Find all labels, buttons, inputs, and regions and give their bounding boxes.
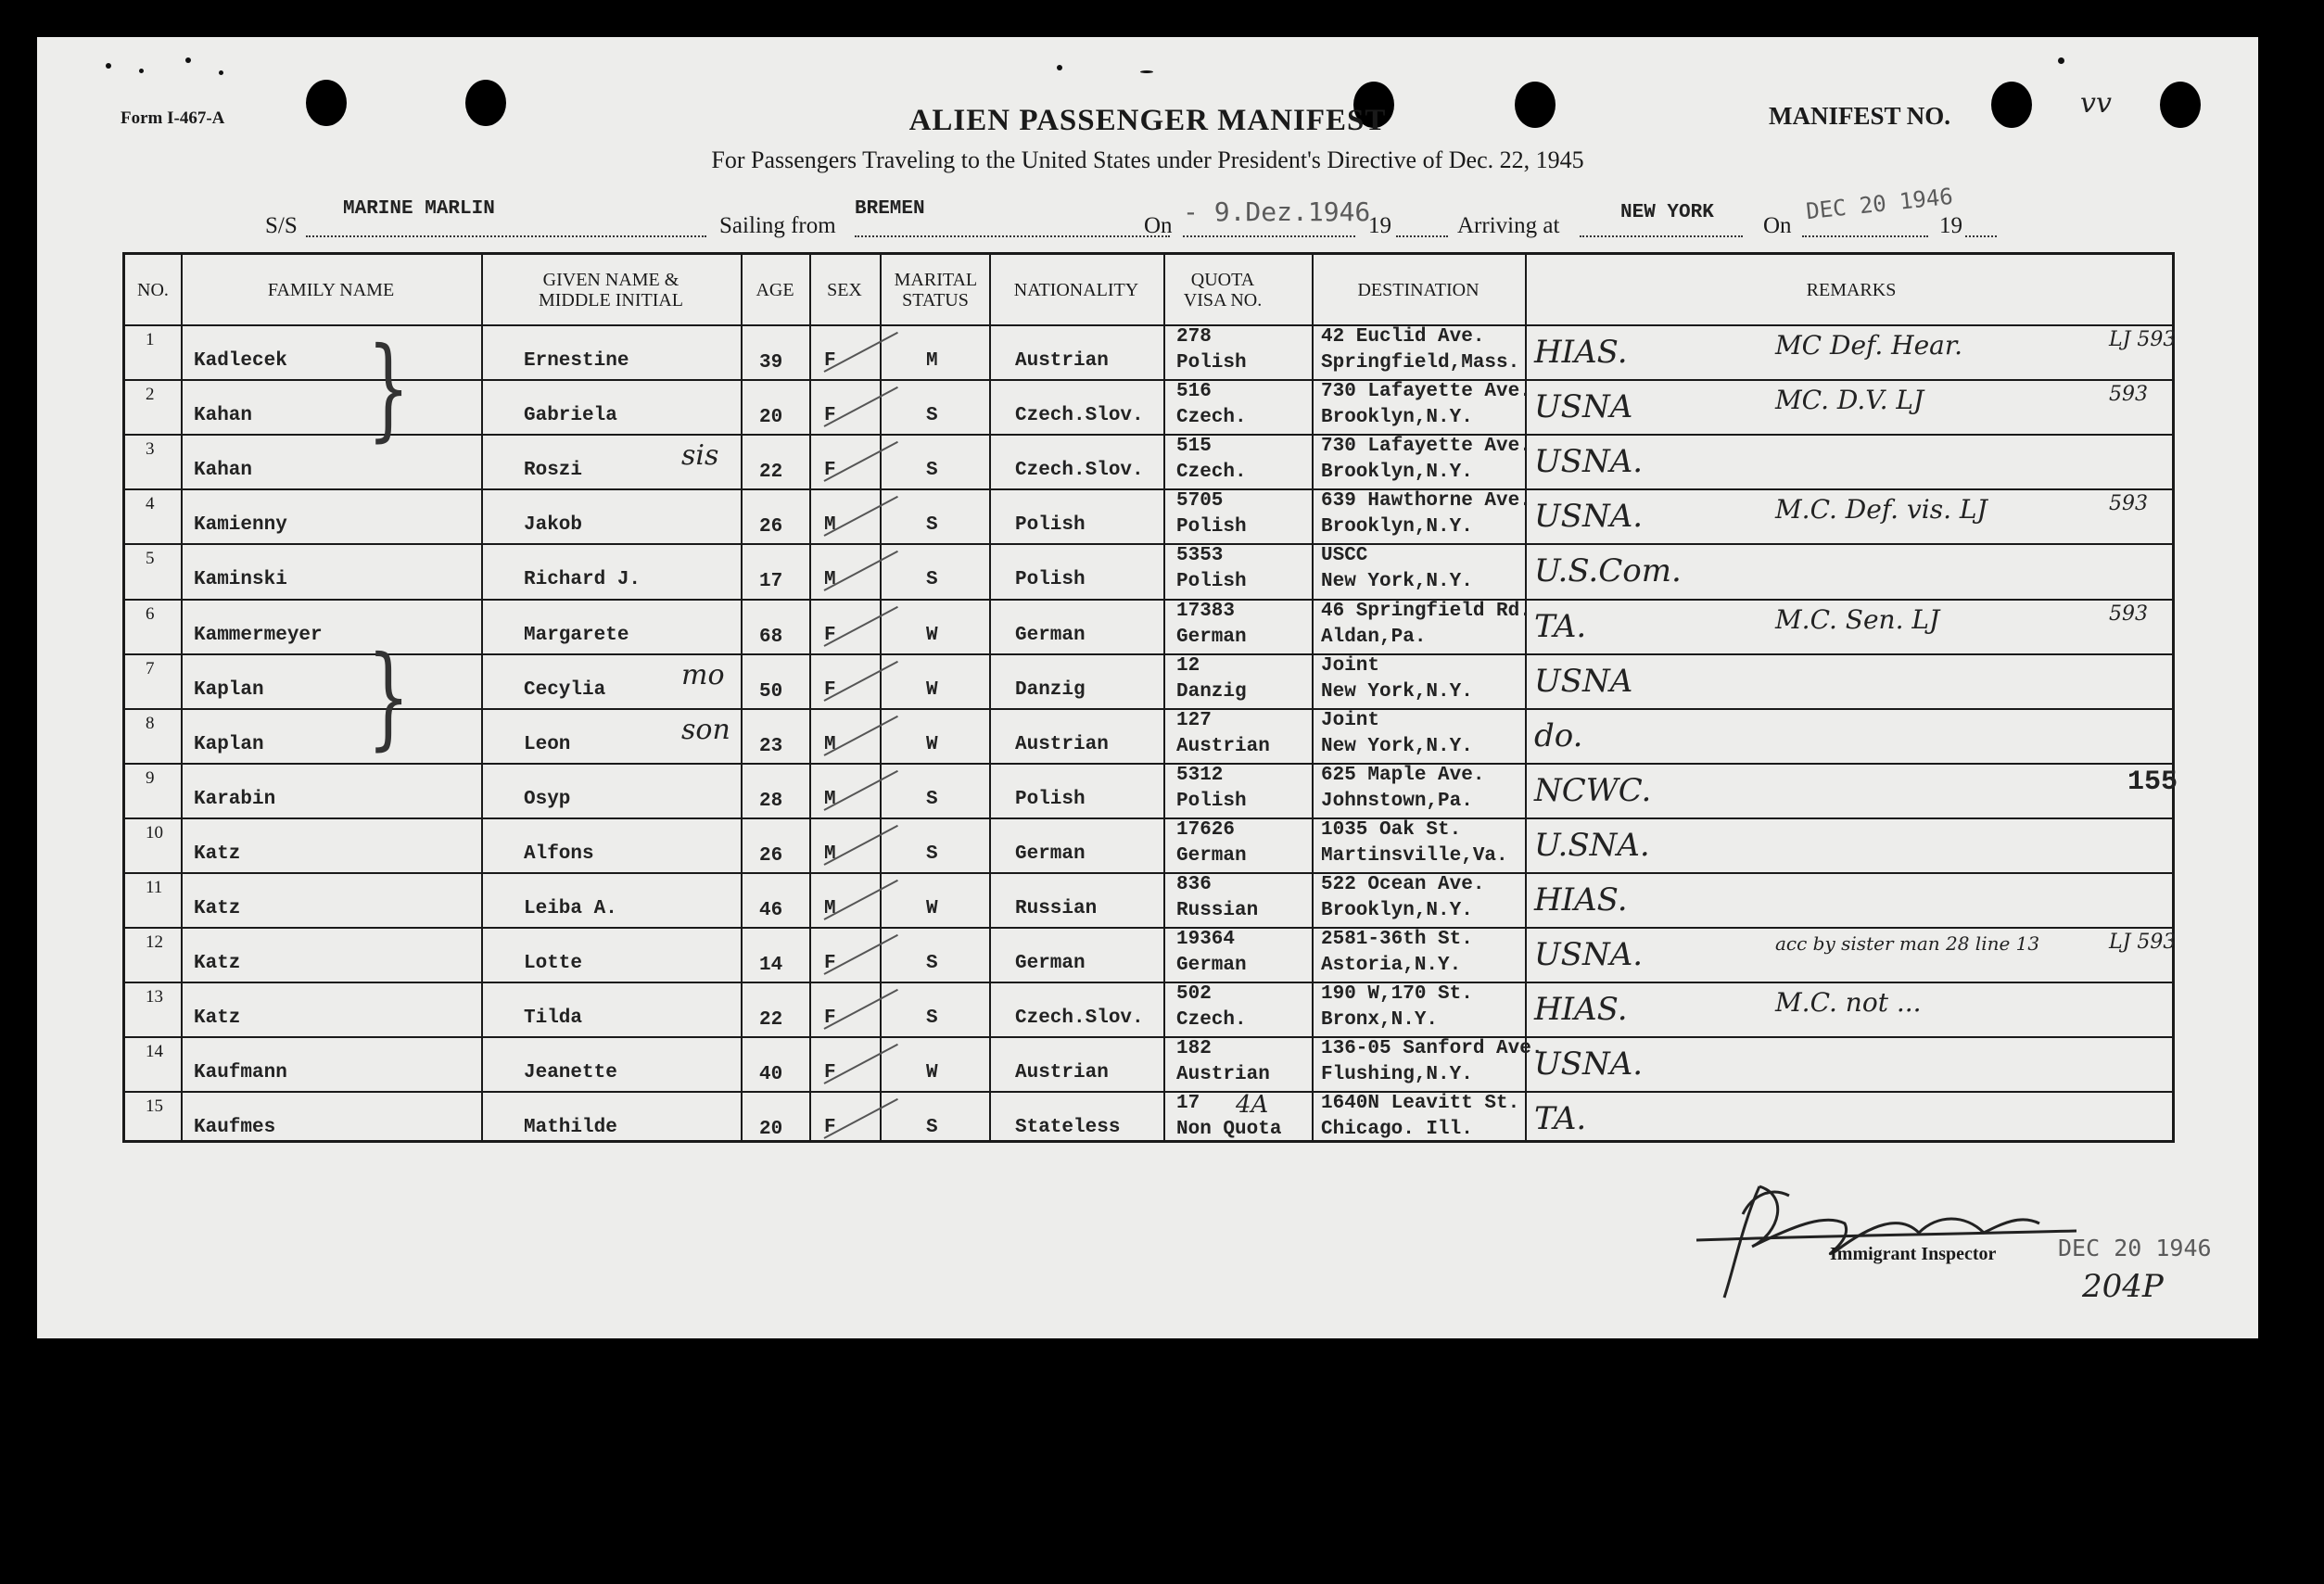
destination-city: Aldan,Pa.	[1321, 626, 1427, 648]
inspector-label: Immigrant Inspector	[1830, 1244, 1997, 1264]
speck	[1140, 70, 1153, 73]
destination-city: Brooklyn,N.Y.	[1321, 462, 1473, 484]
age: 17	[759, 571, 783, 593]
quota-country: Polish	[1176, 516, 1247, 539]
destination-city: Bronx,N.Y.	[1321, 1009, 1439, 1032]
given-name: Leiba A.	[524, 898, 617, 919]
given-name: Cecylia	[524, 678, 606, 701]
nationality: Polish	[1015, 514, 1086, 537]
nationality: Austrian	[1015, 1062, 1109, 1084]
given-name: Gabriela	[524, 405, 617, 427]
sail-date-stamp: - 9.Dez.1946	[1183, 196, 1371, 227]
table-row	[125, 653, 2172, 708]
manifest-no-label: MANIFEST NO.	[1769, 102, 1951, 130]
row-divider	[125, 817, 2172, 819]
given-name-note: mo	[681, 658, 725, 691]
footer-handwritten-no: 204P	[2082, 1268, 2164, 1305]
row-divider	[125, 543, 2172, 545]
destination-street: 136-05 Sanford Ave.	[1321, 1038, 1543, 1060]
sex: M	[824, 898, 836, 919]
remark-note: M.C. Sen. LJ	[1775, 603, 1940, 635]
header-quota-visa: QUOTA VISA NO.	[1183, 269, 1263, 310]
marital-status: S	[926, 1007, 938, 1030]
remark-note: M.C. Def. vis. LJ	[1775, 494, 1987, 526]
given-name: Leon	[524, 733, 571, 755]
destination-street: 522 Ocean Ave.	[1321, 874, 1485, 895]
family-name: Kaufmann	[194, 1062, 287, 1084]
sex: M	[824, 514, 836, 537]
quota-visa-number: 516	[1176, 381, 1212, 403]
year-underline	[1396, 235, 1448, 237]
quota-visa-number: 17383	[1176, 600, 1236, 622]
table-row	[125, 434, 2172, 488]
quota-country: Danzig	[1176, 680, 1247, 703]
nationality: Danzig	[1015, 678, 1086, 701]
given-name: Mathilde	[524, 1117, 617, 1139]
marital-status: S	[926, 514, 938, 537]
given-name: Tilda	[524, 1007, 583, 1030]
marital-status: S	[926, 460, 938, 482]
marital-status: S	[926, 843, 938, 865]
row-number: 4	[146, 494, 155, 514]
quota-country: Non Quota	[1176, 1119, 1282, 1141]
speck	[106, 63, 111, 69]
destination-city: New York,N.Y.	[1321, 680, 1473, 703]
destination-city: Astoria,N.Y.	[1321, 955, 1462, 977]
destination-city: Springfield,Mass.	[1321, 352, 1520, 374]
nationality: Czech.Slov.	[1015, 405, 1144, 427]
family-name: Kahan	[194, 405, 253, 427]
destination-street: 190 W,170 St.	[1321, 983, 1473, 1006]
row-divider	[125, 872, 2172, 874]
row-divider	[125, 653, 2172, 655]
header-given-name: GIVEN NAME & MIDDLE INITIAL	[538, 269, 684, 310]
age: 22	[759, 1009, 783, 1032]
manifest-no-mark: vv	[2080, 87, 2112, 120]
marital-status: M	[926, 350, 938, 372]
remark-note: MC. D.V. LJ	[1775, 385, 1924, 416]
quota-visa-number: 182	[1176, 1038, 1212, 1060]
row-number: 10	[146, 822, 163, 843]
family-name: Karabin	[194, 788, 276, 810]
quota-country: Czech.	[1176, 1009, 1247, 1032]
nationality: German	[1015, 624, 1086, 646]
marital-status: W	[926, 733, 938, 755]
family-name: Katz	[194, 843, 241, 865]
destination-street: USCC	[1321, 545, 1368, 567]
quota-visa-number: 5312	[1176, 764, 1224, 786]
marital-status: S	[926, 405, 938, 427]
row-number: 8	[146, 713, 155, 733]
arrival-underline	[1580, 235, 1743, 237]
table-row	[125, 543, 2172, 598]
date-underline	[1183, 235, 1355, 237]
destination-city: Johnstown,Pa.	[1321, 790, 1473, 812]
age: 40	[759, 1064, 783, 1086]
nationality: Austrian	[1015, 733, 1109, 755]
margin-note: LJ 593	[2109, 328, 2177, 351]
arrival-port: NEW YORK	[1620, 202, 1714, 223]
nationality: Polish	[1015, 569, 1086, 591]
marital-status: W	[926, 898, 938, 919]
given-name-note: son	[681, 713, 730, 746]
given-name: Roszi	[524, 460, 583, 482]
quota-visa-number: 12	[1176, 654, 1200, 677]
sex: F	[824, 678, 836, 701]
agency-remark: do.	[1534, 716, 1583, 754]
quota-country: Russian	[1176, 900, 1259, 921]
quota-country: German	[1176, 626, 1247, 648]
marital-status: S	[926, 953, 938, 975]
on-label: On	[1144, 213, 1173, 238]
age: 39	[759, 352, 783, 374]
speck	[1057, 65, 1062, 70]
speck	[185, 57, 191, 63]
on2-label: On	[1763, 213, 1792, 238]
sex: F	[824, 350, 836, 372]
arriving-label: Arriving at	[1457, 213, 1560, 238]
destination-street: 1640N Leavitt St.	[1321, 1093, 1520, 1115]
year-suffix2: 19	[1939, 213, 1962, 238]
family-name: Kahan	[194, 460, 253, 482]
sex: M	[824, 733, 836, 755]
sailing-label: Sailing from	[719, 213, 836, 238]
nationality: Russian	[1015, 898, 1098, 919]
agency-remark: NCWC.	[1534, 771, 1652, 809]
quota-visa-number: 515	[1176, 436, 1212, 458]
ship-underline	[306, 235, 706, 237]
row-divider	[125, 982, 2172, 983]
family-name: Kaplan	[194, 733, 264, 755]
given-name: Lotte	[524, 953, 583, 975]
quota-country: Polish	[1176, 571, 1247, 593]
margin-note: LJ 593	[2109, 931, 2177, 955]
age: 22	[759, 462, 783, 484]
footer-stamp-date: DEC 20 1946	[2058, 1235, 2212, 1261]
marital-status: W	[926, 624, 938, 646]
quota-visa-number: 19364	[1176, 929, 1236, 951]
family-name: Katz	[194, 1007, 241, 1030]
destination-city: New York,N.Y.	[1321, 735, 1473, 757]
family-name: Kadlecek	[194, 350, 287, 372]
marital-status: S	[926, 1117, 938, 1139]
header-family-name: FAMILY NAME	[267, 279, 395, 300]
age: 20	[759, 407, 783, 429]
row-divider	[125, 379, 2172, 381]
row-divider	[125, 1036, 2172, 1038]
nationality: Austrian	[1015, 350, 1109, 372]
row-number: 1	[146, 330, 155, 349]
row-divider	[125, 763, 2172, 765]
ship-name: MARINE MARLIN	[343, 198, 495, 220]
agency-remark: USNA.	[1534, 443, 1644, 481]
page-subtitle: For Passengers Traveling to the United States under President's Directive of Dec. 22, 1945	[711, 146, 1584, 173]
family-name: Katz	[194, 953, 241, 975]
row-number: 2	[146, 385, 155, 405]
manifest-document	[37, 37, 2258, 1338]
row-number: 11	[146, 878, 163, 897]
quota-visa-number: 502	[1176, 983, 1212, 1006]
agency-remark: USNA	[1534, 388, 1633, 426]
ss-label: S/S	[265, 213, 298, 238]
remark-note: acc by sister man 28 line 13	[1775, 932, 2040, 956]
row-number: 14	[146, 1042, 163, 1062]
passenger-table	[122, 252, 2178, 1143]
marital-status: S	[926, 569, 938, 591]
sex: M	[824, 843, 836, 865]
quota-country: Polish	[1176, 352, 1247, 374]
header-nationality: NATIONALITY	[1013, 279, 1139, 300]
remark-note: 155	[2127, 766, 2178, 798]
sex: F	[824, 953, 836, 975]
marital-status: W	[926, 678, 938, 701]
destination-street: 2581-36th St.	[1321, 929, 1473, 951]
given-name: Richard J.	[524, 569, 641, 591]
agency-remark: USNA.	[1534, 1045, 1644, 1083]
table-row	[125, 982, 2172, 1036]
agency-remark: USNA.	[1534, 936, 1644, 974]
family-brace: }	[367, 633, 411, 762]
destination-city: Brooklyn,N.Y.	[1321, 900, 1473, 921]
destination-street: 42 Euclid Ave.	[1321, 326, 1485, 348]
sex: M	[824, 788, 836, 810]
quota-country: German	[1176, 955, 1247, 977]
given-name: Jakob	[524, 514, 583, 537]
quota-country: Austrian	[1176, 1064, 1270, 1086]
age: 26	[759, 844, 783, 867]
table-row	[125, 488, 2172, 543]
family-name: Kaminski	[194, 569, 287, 591]
row-number: 9	[146, 767, 155, 788]
speck	[219, 70, 223, 75]
family-brace: }	[367, 324, 411, 453]
agency-remark: TA.	[1534, 1100, 1587, 1138]
margin-note: 593	[2109, 492, 2148, 516]
sex: F	[824, 1062, 836, 1084]
quota-visa-number: 5353	[1176, 545, 1224, 567]
year2-underline	[1965, 235, 1997, 237]
age: 28	[759, 790, 783, 812]
remark-note: MC Def. Hear.	[1775, 330, 1963, 361]
sex: F	[824, 624, 836, 646]
family-name: Kaufmes	[194, 1117, 276, 1139]
table-row	[125, 872, 2172, 927]
speck	[2058, 57, 2064, 64]
quota-country: Czech.	[1176, 462, 1247, 484]
header-destination: DESTINATION	[1357, 279, 1479, 300]
quota-visa-number: 17	[1176, 1093, 1200, 1115]
quota-visa-note: 4A	[1236, 1091, 1269, 1120]
given-name-note: sis	[681, 439, 719, 473]
sex: F	[824, 1117, 836, 1139]
destination-street: 730 Lafayette Ave.	[1321, 381, 1531, 403]
table-row	[125, 379, 2172, 434]
nationality: Czech.Slov.	[1015, 1007, 1144, 1030]
row-divider	[125, 434, 2172, 436]
table-row	[125, 817, 2172, 872]
page-title: ALIEN PASSENGER MANIFEST	[908, 104, 1387, 137]
given-name: Osyp	[524, 788, 571, 810]
speck	[139, 69, 144, 73]
inspector-signature	[1687, 1159, 2095, 1307]
quota-visa-number: 127	[1176, 709, 1212, 731]
marital-status: W	[926, 1062, 938, 1084]
age: 23	[759, 735, 783, 757]
header-marital-status: MARITAL STATUS	[894, 269, 978, 310]
age: 68	[759, 626, 783, 648]
age: 20	[759, 1119, 783, 1141]
table-row	[125, 1036, 2172, 1091]
margin-note: 593	[2109, 602, 2148, 626]
quota-country: German	[1176, 844, 1247, 867]
row-divider	[125, 488, 2172, 490]
table-row	[125, 708, 2172, 763]
arrival-date-stamp: DEC 20 1946	[1804, 183, 1954, 225]
quota-visa-number: 5705	[1176, 490, 1224, 513]
quota-visa-number: 17626	[1176, 818, 1236, 841]
given-name: Ernestine	[524, 350, 629, 372]
sailing-port: BREMEN	[855, 198, 925, 220]
quota-country: Polish	[1176, 790, 1247, 812]
row-number: 12	[146, 932, 163, 953]
header-no: NO.	[137, 279, 169, 300]
sex: F	[824, 460, 836, 482]
marital-status: S	[926, 788, 938, 810]
family-name: Kammermeyer	[194, 624, 323, 646]
destination-street: Joint	[1321, 654, 1380, 677]
given-name: Margarete	[524, 624, 629, 646]
port-underline	[855, 235, 1170, 237]
header-age: AGE	[756, 279, 794, 300]
header-remarks: REMARKS	[1806, 279, 1897, 300]
row-divider	[125, 599, 2172, 601]
remark-note: M.C. not ...	[1775, 987, 1922, 1019]
family-name: Kamienny	[194, 514, 287, 537]
agency-remark: USNA	[1534, 662, 1633, 700]
row-number: 5	[146, 549, 155, 569]
nationality: Czech.Slov.	[1015, 460, 1144, 482]
nationality: German	[1015, 953, 1086, 975]
age: 46	[759, 900, 783, 921]
row-divider	[125, 708, 2172, 710]
destination-street: Joint	[1321, 709, 1380, 731]
age: 26	[759, 516, 783, 539]
arrival-date-underline	[1802, 235, 1928, 237]
destination-city: Brooklyn,N.Y.	[1321, 407, 1473, 429]
row-number: 13	[146, 987, 163, 1007]
agency-remark: U.SNA.	[1534, 826, 1650, 864]
quota-country: Czech.	[1176, 407, 1247, 429]
destination-street: 625 Maple Ave.	[1321, 764, 1485, 786]
table-row	[125, 927, 2177, 982]
destination-street: 46 Springfield Rd.	[1321, 600, 1531, 622]
row-divider	[125, 927, 2172, 929]
table-row	[125, 599, 2172, 653]
destination-street: 730 Lafayette Ave.	[1321, 436, 1531, 458]
given-name: Jeanette	[524, 1062, 617, 1084]
row-number: 15	[146, 1096, 163, 1117]
family-name: Katz	[194, 898, 241, 919]
sex: F	[824, 1007, 836, 1030]
nationality: Stateless	[1015, 1117, 1121, 1139]
nationality: Polish	[1015, 788, 1086, 810]
agency-remark: HIAS.	[1534, 881, 1628, 919]
destination-city: Martinsville,Va.	[1321, 844, 1508, 867]
nationality: German	[1015, 843, 1086, 865]
family-name: Kaplan	[194, 678, 264, 701]
destination-street: 639 Hawthorne Ave.	[1321, 490, 1531, 513]
row-divider	[125, 1091, 2172, 1093]
row-number: 3	[146, 439, 155, 460]
agency-remark: USNA.	[1534, 498, 1644, 536]
form-number: Form I-467-A	[121, 108, 225, 128]
row-number: 7	[146, 658, 155, 678]
destination-city: New York,N.Y.	[1321, 571, 1473, 593]
destination-street: 1035 Oak St.	[1321, 818, 1462, 841]
age: 14	[759, 955, 783, 977]
sex: F	[824, 405, 836, 427]
quota-visa-number: 836	[1176, 874, 1212, 895]
row-divider	[125, 324, 2172, 326]
agency-remark: TA.	[1534, 607, 1587, 645]
margin-note: 593	[2109, 383, 2148, 407]
table-row	[125, 324, 2177, 379]
row-number: 6	[146, 603, 155, 624]
destination-city: Flushing,N.Y.	[1321, 1064, 1473, 1086]
destination-city: Brooklyn,N.Y.	[1321, 516, 1473, 539]
destination-city: Chicago. Ill.	[1321, 1119, 1473, 1141]
year-suffix: 19	[1368, 213, 1391, 238]
age: 50	[759, 680, 783, 703]
quota-country: Austrian	[1176, 735, 1270, 757]
agency-remark: HIAS.	[1534, 334, 1628, 371]
agency-remark: U.S.Com.	[1534, 552, 1682, 590]
sex: M	[824, 569, 836, 591]
agency-remark: HIAS.	[1534, 991, 1628, 1029]
table-row	[125, 763, 2178, 817]
header-sex: SEX	[827, 279, 862, 300]
given-name: Alfons	[524, 843, 594, 865]
quota-visa-number: 278	[1176, 326, 1212, 348]
table-row	[125, 1091, 2172, 1146]
